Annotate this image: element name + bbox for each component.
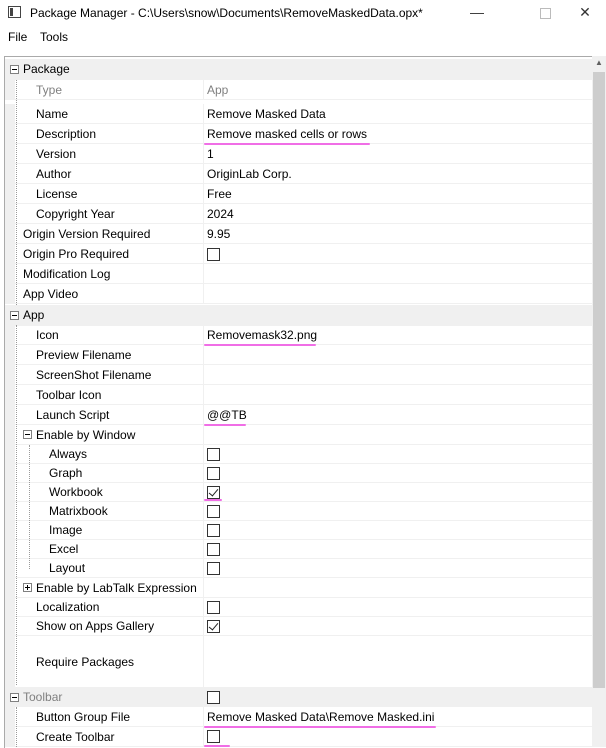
collapse-icon[interactable] [10,311,19,320]
create-toolbar-checkbox[interactable] [207,730,220,743]
property-label: Launch Script [36,408,110,422]
category-app[interactable] [5,305,593,326]
collapse-icon[interactable] [23,430,32,439]
property-label: Preview Filename [36,348,132,362]
property-label: Toolbar Icon [36,388,102,402]
property-row-localization[interactable] [5,598,593,617]
property-label: License [36,187,78,201]
property-row-preview[interactable] [5,345,593,365]
property-label: Type [36,83,63,97]
highlight-underline [204,499,222,501]
property-value: Free [207,187,232,201]
window-title: Package Manager - C:\Users\snow\Documents\RemoveMaskedData.opx* [30,6,423,20]
property-row-version[interactable] [5,144,593,164]
category-toolbar[interactable] [5,688,593,707]
workbook-checkbox[interactable] [207,486,220,499]
property-value: @@TB [207,408,247,422]
property-row-type[interactable] [5,80,593,100]
menu-bar [0,28,606,48]
property-grid [4,56,593,748]
localization-checkbox[interactable] [207,601,220,614]
property-value: 1 [207,147,214,161]
property-label: Always [49,447,88,461]
property-label: Layout [49,561,86,575]
property-row-enable-labtalk[interactable] [5,578,593,598]
always-checkbox[interactable] [207,448,220,461]
property-label: Icon [36,328,59,342]
maximize-icon [540,8,551,19]
graph-checkbox[interactable] [207,467,220,480]
property-value: Removemask32.png [207,328,318,342]
property-row-window-graph[interactable] [5,464,593,483]
property-row-license[interactable] [5,184,593,204]
property-label: Require Packages [36,655,135,669]
image-checkbox[interactable] [207,524,220,537]
property-row-copyright[interactable] [5,204,593,224]
property-row-origin-pro[interactable] [5,244,593,264]
scroll-thumb[interactable] [593,72,605,688]
close-button[interactable] [562,0,606,26]
title-bar [0,0,606,26]
tree-guide [16,325,18,685]
property-row-modification-log[interactable] [5,264,593,284]
property-label: App Video [23,287,79,301]
property-row-require-packages[interactable] [5,636,593,688]
matrixbook-checkbox[interactable] [207,505,220,518]
property-label: Name [36,107,69,121]
apps-gallery-checkbox[interactable] [207,620,220,633]
property-label: Image [49,523,83,537]
property-value: 2024 [207,207,234,221]
property-value: Remove masked cells or rows [207,127,368,141]
property-row-button-group[interactable] [5,707,593,727]
property-value: OriginLab Corp. [207,167,292,181]
property-value: App [207,83,229,97]
property-label: Copyright Year [36,207,115,221]
property-label: Enable by LabTalk Expression [36,581,197,595]
tree-guide [16,80,18,305]
property-row-window-excel[interactable] [5,540,593,559]
category-label: App [23,308,45,322]
property-label: Enable by Window [36,428,136,442]
property-label: Description [36,127,97,141]
property-row-window-layout[interactable] [5,559,593,578]
property-row-window-workbook[interactable] [5,483,593,502]
property-row-author[interactable] [5,164,593,184]
property-row-origin-version[interactable] [5,224,593,244]
property-label: Matrixbook [49,504,108,518]
property-label: Origin Pro Required [23,247,130,261]
origin-pro-checkbox[interactable] [207,248,220,261]
property-row-description[interactable] [5,124,593,144]
property-label: Localization [36,600,100,614]
property-row-icon[interactable] [5,325,593,345]
property-value: Remove Masked Data\Remove Masked.ini [207,710,435,724]
collapse-icon[interactable] [10,65,19,74]
category-label: Package [23,62,70,76]
category-package[interactable] [5,59,593,80]
property-label: Workbook [49,485,103,499]
property-row-create-toolbar[interactable] [5,727,593,747]
property-label: Version [36,147,77,161]
property-label: Create Toolbar [36,730,115,744]
property-row-launch-script[interactable] [5,405,593,425]
toolbar-checkbox[interactable] [207,691,220,704]
category-label: Toolbar [23,690,63,704]
menu-file[interactable]: File [8,30,28,44]
vertical-scrollbar[interactable] [592,56,606,747]
tree-guide [29,445,31,569]
property-label: Origin Version Required [23,227,151,241]
property-row-toolbar-icon[interactable] [5,385,593,405]
app-window-icon [8,6,21,18]
property-value: Remove Masked Data [207,107,326,121]
property-label: Modification Log [23,267,111,281]
property-value: 9.95 [207,227,231,241]
tree-guide [16,707,18,747]
minimize-button[interactable] [454,0,500,26]
minimize-icon: — [470,4,484,20]
property-label: Show on Apps Gallery [36,619,155,633]
property-label: Graph [49,466,83,480]
property-row-app-video[interactable] [5,284,593,304]
layout-checkbox[interactable] [207,562,220,575]
excel-checkbox[interactable] [207,543,220,556]
close-icon: ✕ [579,4,591,20]
property-label: ScreenShot Filename [36,368,152,382]
property-row-window-always[interactable] [5,445,593,464]
scroll-up-icon[interactable]: ▲ [595,58,603,67]
property-row-enable-window[interactable] [5,425,593,445]
property-row-window-matrixbook[interactable] [5,502,593,521]
collapse-icon[interactable] [10,693,19,702]
property-row-window-image[interactable] [5,521,593,540]
property-label: Excel [49,542,79,556]
property-row-name[interactable] [5,104,593,124]
property-row-apps-gallery[interactable] [5,617,593,636]
expand-icon[interactable] [23,583,32,592]
property-row-screenshot[interactable] [5,365,593,385]
property-label: Author [36,167,72,181]
menu-tools[interactable]: Tools [40,30,69,44]
property-label: Button Group File [36,710,131,724]
